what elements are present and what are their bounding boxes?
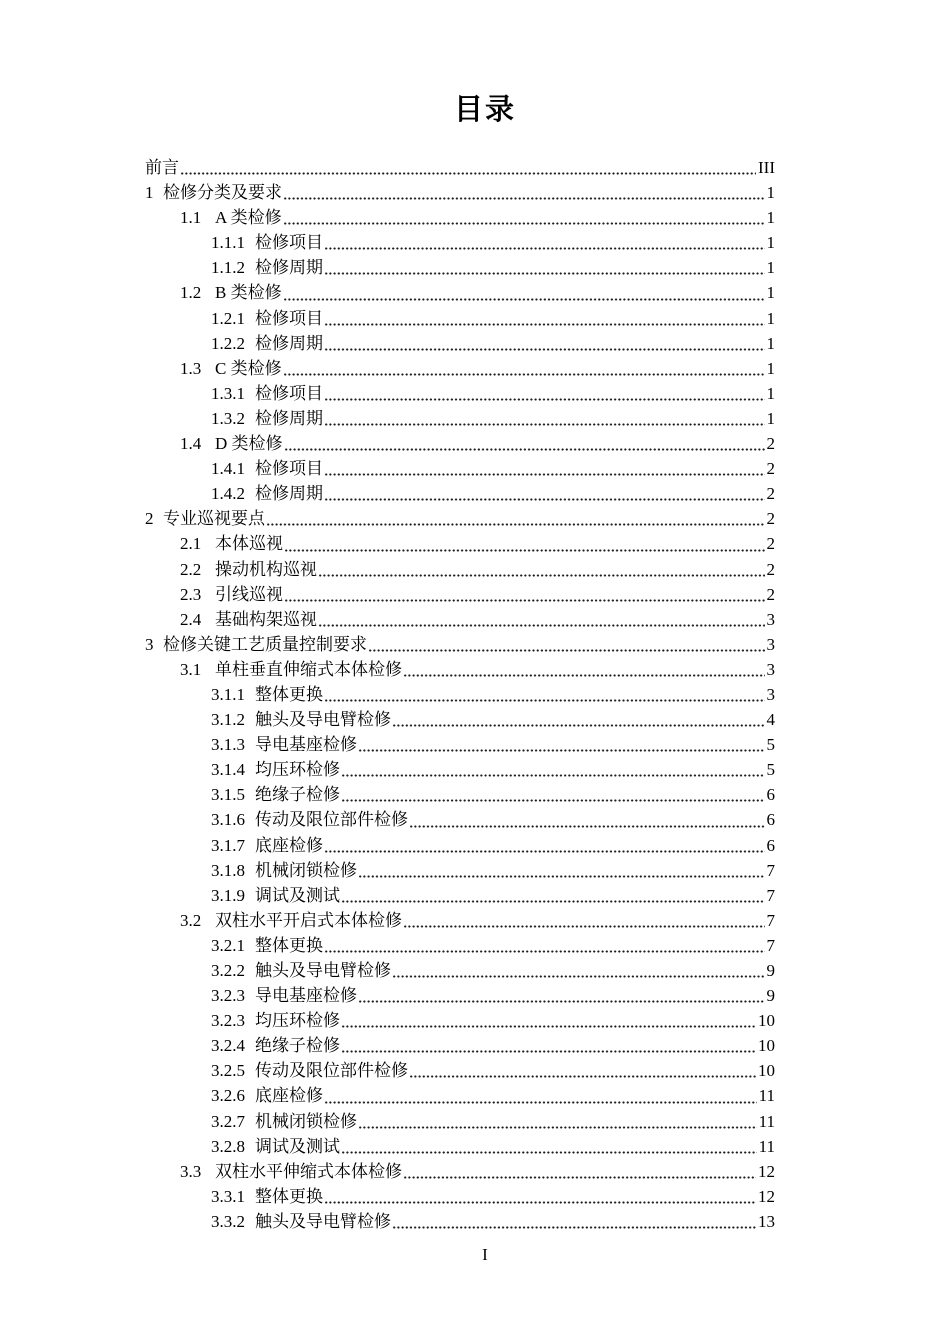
toc-entry-page: 7 [766, 935, 775, 955]
toc-entry-page: 2 [766, 459, 775, 479]
toc-entry-label: 专业巡视要点 [163, 509, 265, 529]
toc-entry-page: 2 [766, 559, 775, 579]
toc-entry-label: 均压环检修 [255, 1011, 340, 1031]
toc-entry-number: 1.4.2 [211, 484, 245, 504]
toc-entry-number: 1.1.1 [211, 233, 245, 253]
toc-entry-page: 13 [758, 1211, 775, 1231]
toc-entry-label: 整体更换 [255, 684, 323, 704]
toc-entry-number: 3 [145, 634, 154, 654]
toc-entry-label: 双柱水平开启式本体检修 [215, 910, 402, 930]
toc-entry-page: 2 [766, 509, 775, 529]
toc-entry-label: 导电基座检修 [255, 986, 357, 1006]
toc-entry-number: 3.2.2 [211, 961, 245, 980]
dots-leader [284, 197, 765, 200]
dots-leader [267, 523, 765, 526]
toc-entry[interactable] [145, 707, 775, 732]
toc-entry-number: 3.1.8 [211, 860, 245, 880]
dots-leader [369, 649, 765, 652]
toc-entry[interactable] [145, 1058, 775, 1083]
toc-entry[interactable] [145, 406, 775, 431]
toc-entry-page: 5 [766, 760, 775, 780]
toc-entry-number: 3.1.3 [211, 735, 245, 755]
toc-entry-page: 11 [758, 1136, 775, 1156]
toc-entry-label: 整体更换 [255, 1186, 323, 1206]
toc-entry-label: 调试及测试 [255, 1136, 340, 1156]
toc-entry-number: 3.2.5 [211, 1061, 245, 1081]
dots-leader [325, 1201, 756, 1204]
dots-leader [393, 724, 765, 727]
toc-entry-number: 3.1.6 [211, 810, 245, 830]
toc-entry-page: 1 [766, 358, 775, 378]
toc-entry[interactable] [145, 782, 775, 807]
toc-entry[interactable] [145, 582, 775, 607]
dots-leader [342, 1151, 757, 1154]
toc-entry-number: 2.3 [180, 584, 202, 604]
toc-entry-number: 3.1.4 [211, 760, 245, 780]
toc-entry-number: 3.2.3 [211, 986, 245, 1006]
toc-entry[interactable] [145, 255, 775, 280]
toc-entry-number: 1.3.1 [211, 383, 245, 403]
toc-entry-page: 10 [758, 1036, 775, 1056]
toc-entry-number: 3.2.3 [211, 1011, 245, 1031]
toc-entry-number: 3.1.5 [211, 785, 245, 805]
toc-entry-page: 2 [766, 534, 775, 554]
toc-entry-page: 2 [766, 584, 775, 604]
toc-entry-label: 本体巡视 [215, 534, 283, 554]
toc-entry-page: 1 [766, 333, 775, 353]
dots-leader [410, 1075, 756, 1078]
dots-leader [325, 850, 765, 853]
toc-entry-page: 1 [766, 208, 775, 228]
toc-entry-label: 检修周期 [255, 484, 323, 504]
dots-leader [342, 774, 765, 777]
toc-entry-number: 3.1.1 [211, 684, 245, 704]
toc-entry[interactable] [145, 607, 775, 632]
dots-leader [325, 247, 765, 250]
toc-entry-label: A 类检修 [215, 208, 282, 228]
toc-entry-page: 10 [758, 1061, 775, 1081]
dots-leader [342, 1050, 756, 1053]
toc-entry[interactable] [145, 356, 775, 381]
toc-entry-number: 1.4.1 [211, 459, 245, 479]
toc-entry-number: 3.1.9 [211, 885, 245, 905]
toc-entry-number: 2.4 [180, 609, 202, 629]
toc-entry[interactable] [145, 280, 775, 305]
toc-entry[interactable] [145, 531, 775, 556]
toc-entry-number: 3.2 [180, 910, 202, 930]
dots-leader [325, 498, 765, 501]
dots-leader [393, 1226, 756, 1229]
toc-entry-page: 3 [766, 659, 775, 679]
toc-entry-number: 3.2.1 [211, 935, 245, 955]
toc-entry-label: 机械闭锁检修 [255, 860, 357, 880]
toc-entry-label: 引线巡视 [215, 584, 283, 604]
toc-entry[interactable] [145, 657, 775, 682]
toc-entry-label: 调试及测试 [255, 885, 340, 905]
dots-leader [342, 1025, 756, 1028]
toc-entry-number: 1.2.1 [211, 308, 245, 328]
toc-entry[interactable] [145, 883, 775, 908]
toc-entry[interactable] [145, 381, 775, 406]
toc-entry[interactable] [145, 557, 775, 582]
toc-entry-number: 3.2.6 [211, 1086, 245, 1106]
dots-leader [404, 1176, 756, 1179]
toc-entry-page: 6 [766, 810, 775, 830]
toc-entry-label: 检修项目 [255, 233, 323, 253]
dots-leader [325, 272, 765, 275]
toc-entry-page: 11 [758, 1111, 775, 1131]
toc-entry[interactable] [145, 1159, 775, 1184]
toc-entry-label: D 类检修 [215, 434, 283, 454]
toc-entry-page: 1 [766, 408, 775, 428]
toc-entry[interactable] [145, 908, 775, 933]
toc-entry-page: 7 [766, 860, 775, 880]
toc-entry-label: 前言 [145, 158, 179, 177]
toc-entry-label: 双柱水平伸缩式本体检修 [215, 1161, 402, 1181]
toc-entry-label: 检修分类及要求 [163, 183, 282, 203]
toc-list [145, 155, 775, 1234]
toc-entry-page: 12 [758, 1161, 775, 1181]
toc-entry-page: 5 [766, 735, 775, 755]
toc-entry-number: 1.2 [180, 283, 202, 303]
toc-entry[interactable] [145, 1083, 775, 1108]
toc-entry-label: 整体更换 [255, 935, 323, 955]
toc-entry-number: 3.2.4 [211, 1036, 245, 1056]
toc-entry[interactable] [145, 858, 775, 883]
toc-entry-label: 底座检修 [255, 835, 323, 855]
toc-entry-page: 1 [766, 308, 775, 328]
toc-entry-page: 1 [766, 283, 775, 303]
toc-entry-page: 7 [766, 910, 775, 930]
toc-entry-page: III [758, 158, 775, 177]
dots-leader [325, 1101, 757, 1104]
toc-entry-number: 1.3 [180, 358, 202, 378]
toc-entry-number: 2 [145, 509, 154, 529]
toc-entry[interactable] [145, 481, 775, 506]
toc-entry[interactable] [145, 1109, 775, 1134]
dots-leader [325, 348, 765, 351]
toc-entry[interactable] [145, 933, 775, 958]
toc-entry[interactable] [145, 456, 775, 481]
toc-entry-page: 3 [766, 684, 775, 704]
dots-leader [181, 172, 756, 175]
toc-entry-label: 触头及导电臂检修 [255, 710, 391, 730]
toc-entry-label: 检修项目 [255, 459, 323, 479]
toc-entry-number: 3.1.2 [211, 710, 245, 730]
dots-leader [359, 1126, 757, 1129]
toc-entry-number: 1.1 [180, 208, 202, 228]
toc-entry-number: 1.3.2 [211, 408, 245, 428]
toc-entry-number: 3.3.1 [211, 1186, 245, 1206]
dots-leader [285, 599, 765, 602]
toc-entry[interactable] [145, 205, 775, 230]
toc-entry-page: 11 [758, 1086, 775, 1106]
dots-leader [404, 925, 765, 928]
dots-leader [342, 900, 765, 903]
dots-leader [319, 574, 765, 577]
toc-entry-page: 2 [766, 434, 775, 454]
toc-entry-number: 3.2.7 [211, 1111, 245, 1131]
toc-entry[interactable] [145, 833, 775, 858]
toc-entry[interactable] [145, 632, 775, 657]
toc-entry-label: 检修关键工艺质量控制要求 [163, 634, 367, 654]
dots-leader [285, 448, 765, 451]
toc-entry-page: 3 [766, 609, 775, 629]
toc-entry-page: 1 [766, 183, 775, 203]
toc-entry[interactable] [145, 331, 775, 356]
toc-entry-label: 基础构架巡视 [215, 609, 317, 629]
dots-leader [325, 323, 765, 326]
dots-leader [325, 423, 765, 426]
toc-entry-label: 均压环检修 [255, 760, 340, 780]
page-title: 目录 [453, 94, 516, 126]
dots-leader [359, 1000, 765, 1003]
toc-entry-page: 1 [766, 233, 775, 253]
toc-entry-label: 底座检修 [255, 1086, 323, 1106]
dots-leader [359, 875, 765, 878]
toc-entry[interactable] [145, 1033, 775, 1058]
dots-leader [325, 699, 765, 702]
toc-entry[interactable] [145, 732, 775, 757]
dots-leader [325, 950, 765, 953]
dots-leader [285, 549, 765, 552]
toc-entry-page: 7 [766, 885, 775, 905]
toc-entry-page: 2 [766, 484, 775, 504]
toc-entry-label: B 类检修 [215, 283, 282, 303]
dots-leader [284, 298, 765, 301]
toc-entry-page: 9 [766, 961, 775, 980]
toc-entry-label: 检修项目 [255, 383, 323, 403]
toc-entry-label: 检修周期 [255, 408, 323, 428]
toc-entry-label: 检修周期 [255, 258, 323, 278]
dots-leader [359, 749, 765, 752]
toc-entry-label: 检修周期 [255, 333, 323, 353]
toc-entry-page: 3 [766, 634, 775, 654]
toc-entry[interactable] [145, 180, 775, 205]
toc-entry[interactable] [145, 1134, 775, 1159]
toc-entry-label: C 类检修 [215, 358, 282, 378]
toc-entry-number: 2.1 [180, 534, 202, 554]
toc-entry[interactable] [145, 1008, 775, 1033]
toc-entry-number: 2.2 [180, 559, 202, 579]
dots-leader [319, 624, 765, 627]
toc-entry-page: 4 [766, 710, 775, 730]
toc-entry[interactable] [145, 807, 775, 832]
toc-entry[interactable] [145, 983, 775, 1008]
toc-entry-page: 1 [766, 383, 775, 403]
toc-entry-label: 触头及导电臂检修 [255, 961, 391, 980]
toc-entry[interactable] [145, 155, 775, 180]
dots-leader [284, 373, 765, 376]
dots-leader [284, 222, 765, 225]
toc-entry[interactable] [145, 757, 775, 782]
toc-entry-label: 绝缘子检修 [255, 1036, 340, 1056]
toc-entry-label: 传动及限位部件检修 [255, 1061, 408, 1081]
toc-entry-label: 触头及导电臂检修 [255, 1211, 391, 1231]
toc-entry-number: 3.1.7 [211, 835, 245, 855]
toc-entry-page: 9 [766, 986, 775, 1006]
toc-entry[interactable] [145, 1184, 775, 1209]
toc-entry-label: 传动及限位部件检修 [255, 810, 408, 830]
toc-entry-page: 12 [758, 1186, 775, 1206]
footer-page-number: I [482, 1245, 488, 1264]
toc-entry-label: 机械闭锁检修 [255, 1111, 357, 1131]
toc-entry[interactable] [145, 1209, 775, 1234]
toc-entry[interactable] [145, 958, 775, 983]
toc-entry-number: 3.3 [180, 1161, 202, 1181]
toc-entry-number: 1.1.2 [211, 258, 245, 278]
toc-entry[interactable] [145, 506, 775, 531]
toc-entry-label: 操动机构巡视 [215, 559, 317, 579]
toc-entry[interactable] [145, 306, 775, 331]
toc-entry-number: 3.3.2 [211, 1211, 245, 1231]
dots-leader [393, 975, 765, 978]
toc-entry-page: 10 [758, 1011, 775, 1031]
toc-entry-number: 1.2.2 [211, 333, 245, 353]
toc-entry-label: 导电基座检修 [255, 735, 357, 755]
toc-entry-number: 1.4 [180, 434, 202, 454]
toc-entry[interactable] [145, 431, 775, 456]
toc-entry-number: 1 [145, 183, 154, 203]
dots-leader [325, 398, 765, 401]
toc-entry-number: 3.1 [180, 659, 202, 679]
toc-entry[interactable] [145, 230, 775, 255]
dots-leader [342, 799, 765, 802]
dots-leader [325, 473, 765, 476]
dots-leader [404, 674, 765, 677]
toc-entry-label: 检修项目 [255, 308, 323, 328]
toc-entry-label: 单柱垂直伸缩式本体检修 [215, 659, 402, 679]
toc-entry-page: 1 [766, 258, 775, 278]
toc-entry-label: 绝缘子检修 [255, 785, 340, 805]
dots-leader [410, 825, 765, 828]
toc-entry-page: 6 [766, 785, 775, 805]
toc-entry-page: 6 [766, 835, 775, 855]
toc-entry-number: 3.2.8 [211, 1136, 245, 1156]
toc-entry[interactable] [145, 682, 775, 707]
